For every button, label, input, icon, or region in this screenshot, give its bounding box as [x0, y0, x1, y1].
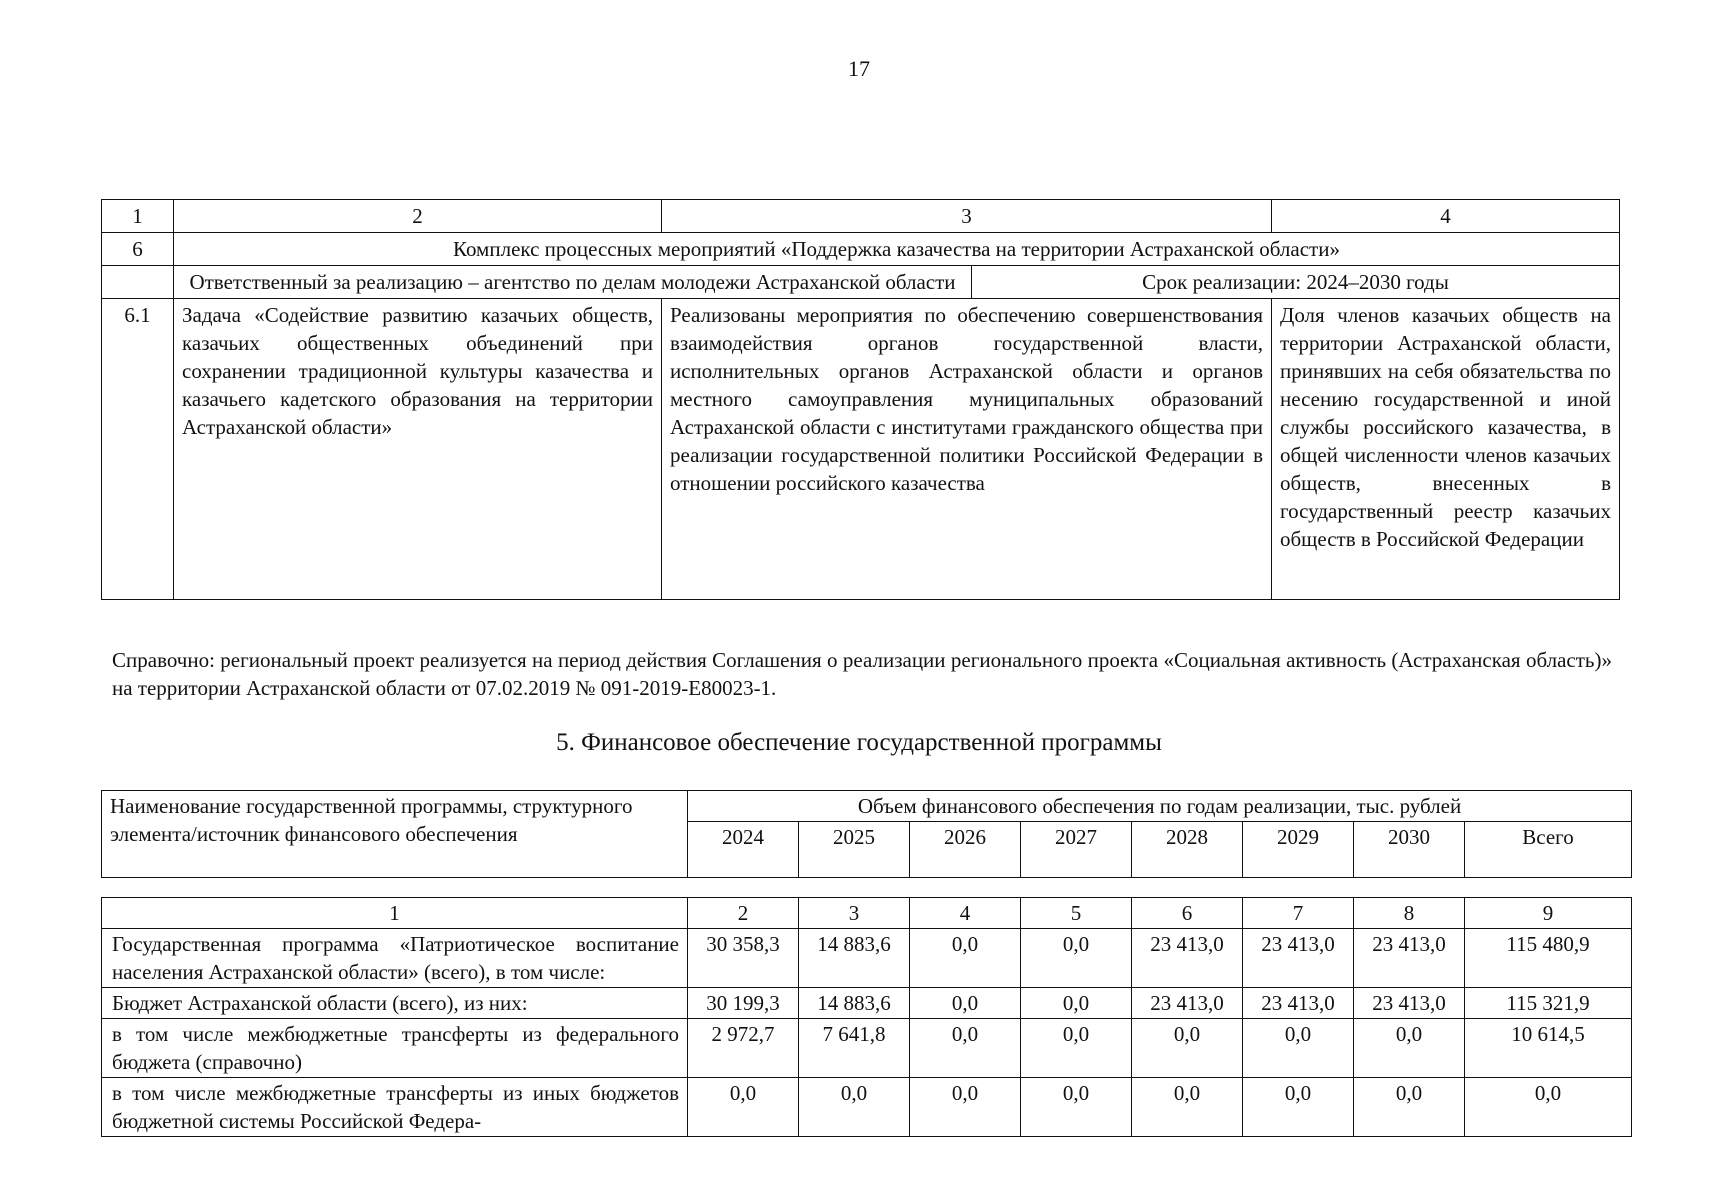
- responsible-text: Ответственный за реализацию – агентство по делам молодежи Астраханской области: [174, 266, 972, 299]
- cell-value: 0,0: [1465, 1078, 1632, 1137]
- cell-value: 10 614,5: [1465, 1019, 1632, 1078]
- cell-value: 0,0: [799, 1078, 910, 1137]
- cell-value: 0,0: [1354, 1019, 1465, 1078]
- table-row: [102, 988, 1632, 1019]
- column-number: 4: [1272, 200, 1620, 233]
- cell-value: 0,0: [1243, 1078, 1354, 1137]
- section-title: Комплекс процессных мероприятий «Поддержка казачества на территории Астраханской области»: [174, 233, 1620, 266]
- cell-value: 0,0: [1021, 1019, 1132, 1078]
- cell-value: 0,0: [1132, 1078, 1243, 1137]
- column-number: 3: [799, 898, 910, 929]
- cell-value: 30 358,3: [688, 929, 799, 988]
- cell-value: 0,0: [1021, 988, 1132, 1019]
- cell-value: 23 413,0: [1243, 929, 1354, 988]
- table-row: [102, 929, 1632, 988]
- year-header: 2025: [799, 822, 910, 878]
- cell-value: 0,0: [1021, 1078, 1132, 1137]
- cell-value: 115 321,9: [1465, 988, 1632, 1019]
- cell-value: 0,0: [910, 988, 1021, 1019]
- cell-value: 0,0: [688, 1078, 799, 1137]
- reference-note: Справочно: региональный проект реализуется на период действия Соглашения о реализации регионального проекта «Социальная активность (Астраханская область)» на территории Астраханской области от 07.02.2019 № 091-2019-Е80023-1.: [112, 648, 1612, 700]
- cell-value: 23 413,0: [1132, 988, 1243, 1019]
- column-number: 3: [662, 200, 1272, 233]
- cell-value: 23 413,0: [1354, 988, 1465, 1019]
- finance-header-table: [101, 790, 1632, 878]
- row-name: Государственная программа «Патриотическое воспитание населения Астраханской области» (всего), в том числе:: [102, 929, 688, 988]
- task-text: Задача «Содействие развитию казачьих обществ, казачьих общественных объединений при сохранении традиционной культуры казачества и казачьего кадетского образования на территории Астраханской области»: [174, 299, 662, 600]
- cell-value: 14 883,6: [799, 988, 910, 1019]
- row-name: Бюджет Астраханской области (всего), из них:: [102, 988, 688, 1019]
- total-header: Всего: [1465, 822, 1632, 878]
- cell-value: 23 413,0: [1354, 929, 1465, 988]
- column-number: 7: [1243, 898, 1354, 929]
- year-header: 2024: [688, 822, 799, 878]
- measures-table: [101, 199, 1620, 600]
- column-number: 6: [1132, 898, 1243, 929]
- table-row: [102, 1019, 1632, 1078]
- column-number: 1: [102, 200, 174, 233]
- empty-cell: [102, 266, 174, 299]
- row-name: в том числе межбюджетные трансферты из федерального бюджета (справочно): [102, 1019, 688, 1078]
- finance-name-header: Наименование государственной программы, структурного элемента/источник финансового обеспечения: [102, 791, 688, 878]
- cell-value: 2 972,7: [688, 1019, 799, 1078]
- section-number: 6: [102, 233, 174, 266]
- column-number: 2: [688, 898, 799, 929]
- indicator-text: Доля членов казачьих обществ на территории Астраханской области, принявших на себя обязательства по несению государственной и иной службы российского казачества, в общей численности членов казачьих обществ, внесенных в государственный реестр казачьих обществ в Российской Федерации: [1272, 299, 1620, 600]
- cell-value: 0,0: [1243, 1019, 1354, 1078]
- finance-table: [101, 897, 1632, 1137]
- year-header: 2028: [1132, 822, 1243, 878]
- column-number: 5: [1021, 898, 1132, 929]
- cell-value: 0,0: [910, 1019, 1021, 1078]
- cell-value: 0,0: [910, 929, 1021, 988]
- responsible-row: [102, 266, 1620, 299]
- finance-column-number-row: [102, 898, 1632, 929]
- column-number: 9: [1465, 898, 1632, 929]
- cell-value: 7 641,8: [799, 1019, 910, 1078]
- result-text: Реализованы мероприятия по обеспечению совершенствования взаимодействия органов государственной власти, исполнительных органов Астраханской области и органов местного самоуправления муниципальных образований Астраханской области с институтами гражданского общества при реализации государственной политики Российской Федерации в отношении российского казачества: [662, 299, 1272, 600]
- column-number-row: [102, 200, 1620, 233]
- column-number: 8: [1354, 898, 1465, 929]
- task-row: [102, 299, 1620, 600]
- cell-value: 23 413,0: [1132, 929, 1243, 988]
- task-number: 6.1: [102, 299, 174, 600]
- cell-value: 0,0: [1354, 1078, 1465, 1137]
- column-number: 4: [910, 898, 1021, 929]
- table-row: [102, 1078, 1632, 1137]
- year-header: 2030: [1354, 822, 1465, 878]
- cell-value: 14 883,6: [799, 929, 910, 988]
- cell-value: 30 199,3: [688, 988, 799, 1019]
- column-number: 2: [174, 200, 662, 233]
- cell-value: 0,0: [1132, 1019, 1243, 1078]
- page-number: 17: [848, 56, 870, 81]
- period-text: Срок реализации: 2024–2030 годы: [972, 266, 1620, 299]
- section-title: 5. Финансовое обеспечение государственной программы: [556, 729, 1162, 756]
- year-header: 2026: [910, 822, 1021, 878]
- cell-value: 23 413,0: [1243, 988, 1354, 1019]
- year-header: 2029: [1243, 822, 1354, 878]
- year-header: 2027: [1021, 822, 1132, 878]
- cell-value: 0,0: [910, 1078, 1021, 1137]
- section-row: [102, 233, 1620, 266]
- cell-value: 0,0: [1021, 929, 1132, 988]
- column-number: 1: [102, 898, 688, 929]
- row-name: в том числе межбюджетные трансферты из иных бюджетов бюджетной системы Российской Федера-: [102, 1078, 688, 1137]
- finance-volume-header: Объем финансового обеспечения по годам реализации, тыс. рублей: [688, 791, 1632, 822]
- cell-value: 115 480,9: [1465, 929, 1632, 988]
